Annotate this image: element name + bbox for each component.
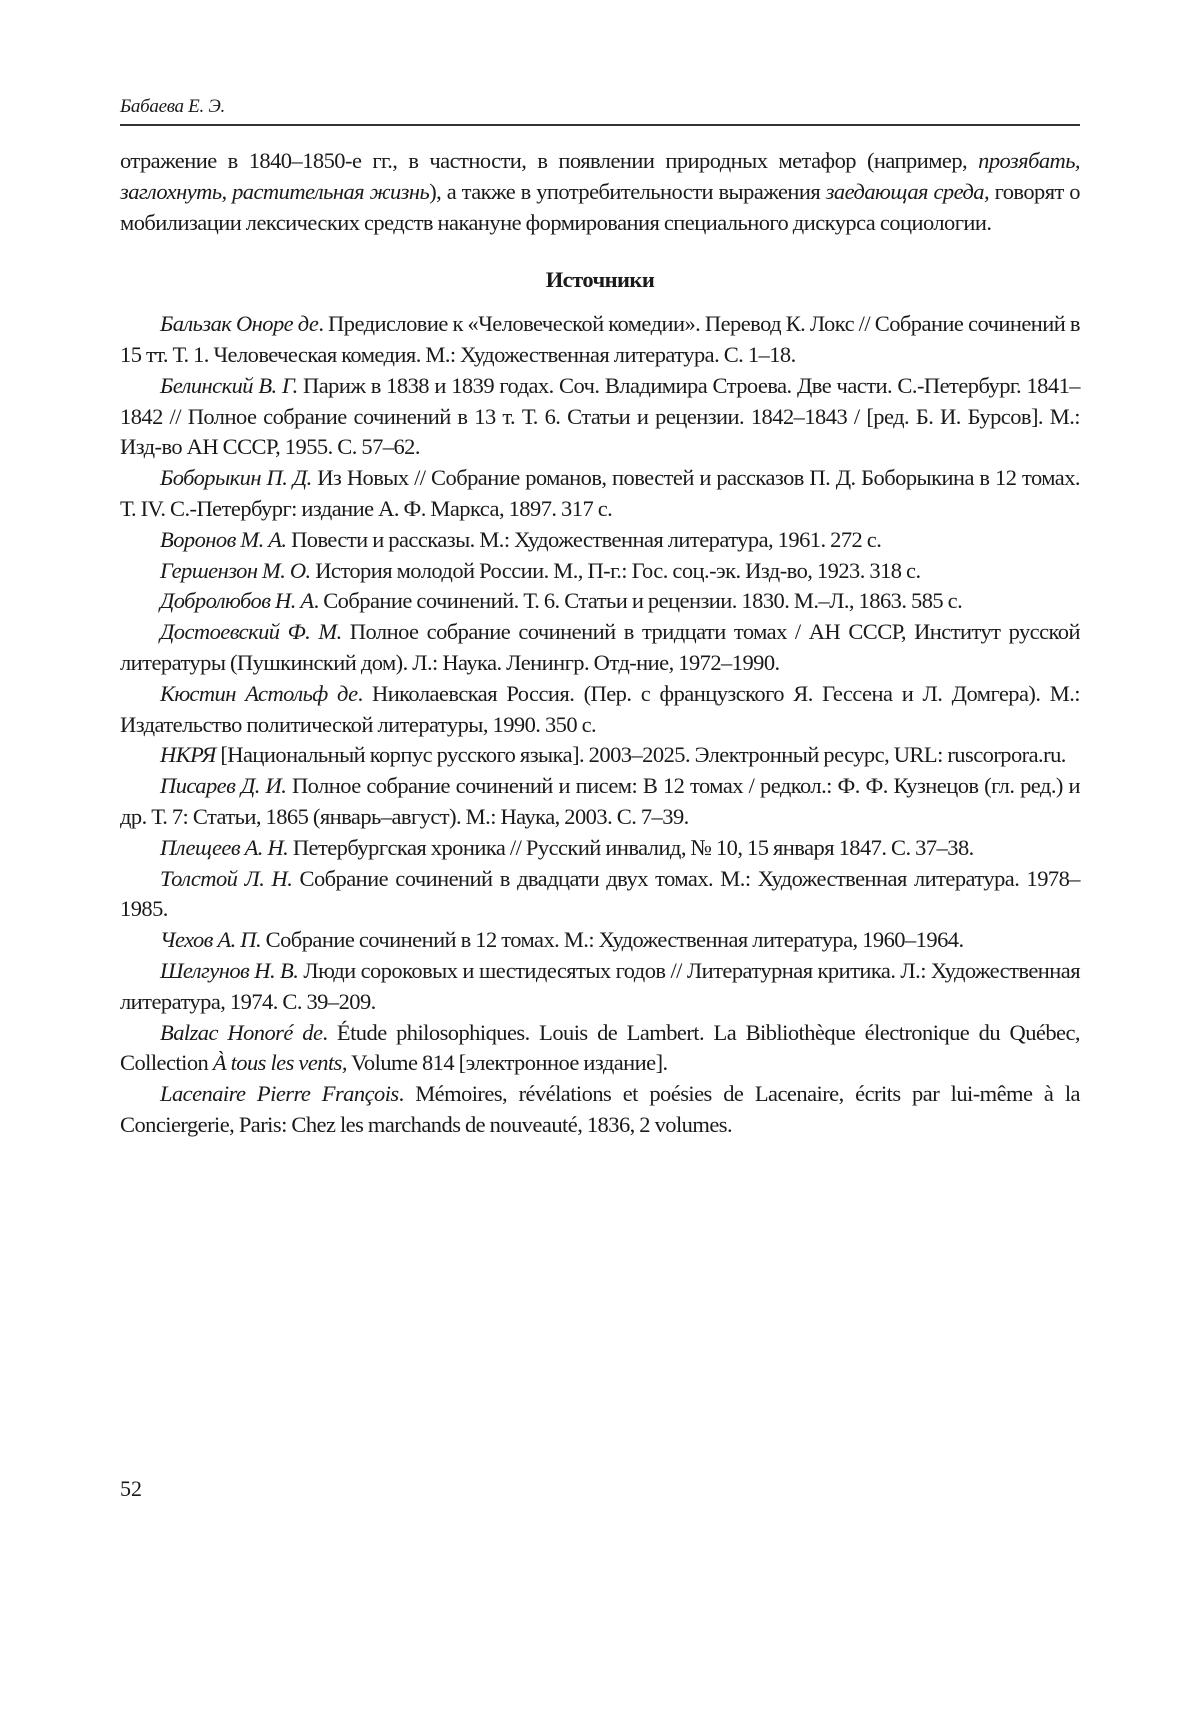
source-entry (120, 925, 1080, 956)
source-text: Полное собрание сочинений в тридцати томах / АН СССР, Институт русской литературы (Пушкинский дом). Л.: Наука. Ленингр. Отд-ние, 1972–1990. (120, 619, 1080, 675)
source-entry (120, 679, 1080, 741)
source-text: Петербургская хроника // Русский инвалид, № 10, 15 января 1847. С. 37–38. (288, 834, 974, 860)
header-rule (120, 124, 1080, 126)
source-entry (120, 556, 1080, 587)
source-author: Бальзак Оноре де (160, 311, 319, 337)
source-text: Полное собрание сочинений и писем: В 12 томах / редкол.: Ф. Ф. Кузнецов (гл. ред.) и др. Т. 7: Статьи, 1865 (январь–август). М.: Наука, 2003. С. 7–39. (120, 773, 1080, 829)
source-entry (120, 617, 1080, 679)
source-entry (120, 771, 1080, 833)
text: говорят о мобилизации лексических средств накануне формирования специального дискурса социологии. (120, 178, 1081, 235)
source-entry (120, 309, 1080, 371)
italic-text: заедающая среда, (825, 178, 990, 204)
source-text: Повести и рассказы. М.: Художественная литература, 1961. 272 с. (286, 526, 882, 552)
source-text: . Собрание сочинений. Т. 6. Статьи и рецензии. 1830. М.–Л., 1863. 585 с. (313, 588, 963, 614)
source-author: Писарев Д. И. (160, 773, 287, 799)
italic-text: прозябать, заглохнуть, растительная жизнь (120, 148, 1080, 204)
source-author: Кюстин Астольф де (160, 680, 358, 706)
source-author: Balzac Honoré de (160, 1019, 323, 1045)
source-text: Собрание сочинений в 12 томах. М.: Художественная литература, 1960–1964. (261, 927, 964, 953)
body-paragraph (120, 146, 1080, 238)
source-text: История молодой России. М., П-г.: Гос. соц.-эк. Изд-во, 1923. 318 с. (310, 557, 921, 583)
source-entry (120, 864, 1080, 926)
source-text: Париж в 1838 и 1839 годах. Соч. Владимира Строева. Две части. С.-Петербург. 1841–1842 // Полное собрание сочинений в 13 т. Т. 6. Статьи и рецензии. 1842–1843 / [ред. Б. И. Бурсов]. М.: Изд-во АН СССР, 1955. С. 57–62. (120, 372, 1080, 460)
source-author: Достоевский Ф. М. (160, 619, 342, 645)
source-author: Белинский В. Г. (160, 372, 298, 398)
source-text: . Предисловие к «Человеческой комедии». Перевод К. Локс // Собрание сочинений в 15 тт. Т. 1. Человеческая комедия. М.: Художественная литература. С. 1–18. (120, 311, 1080, 367)
page-number: 52 (120, 1476, 142, 1501)
source-text: Люди сороковых и шестидесятых годов // Литературная критика. Л.: Художественная литература, 1974. С. 39–209. (120, 957, 1080, 1014)
sources-list (120, 309, 1080, 1141)
source-text: Собрание сочинений в двадцати двух томах. М.: Художественная литература. 1978–1985. (120, 865, 1080, 922)
running-header: Бабаева Е. Э. (120, 96, 225, 117)
source-entry (120, 1018, 1080, 1080)
source-entry (120, 463, 1080, 525)
source-author: Гершензон М. О. (160, 557, 311, 583)
text: отражение в 1840–1850-е гг., в частности, в появлении природных метафор (например, (120, 148, 979, 173)
text: ), а также в употребительности выражения (429, 178, 826, 204)
source-entry (120, 371, 1080, 463)
source-text: [Национальный корпус русского языка]. 2003–2025. Электронный ресурс, URL: ruscorpora.ru. (215, 742, 1066, 768)
source-entry (120, 740, 1080, 771)
source-author: Шелгунов Н. В. (160, 957, 299, 983)
page-body (120, 146, 1080, 1141)
source-author: Боборыкин П. Д. (160, 465, 312, 491)
source-entry (120, 525, 1080, 556)
source-text: Volume 814 [электронное издание]. (346, 1050, 668, 1076)
source-text: . Étude philosophiques. Louis de Lambert. La Bibliothèque électronique du Québec, Collection (120, 1019, 1080, 1076)
source-author: НКРЯ (160, 742, 216, 768)
source-entry (120, 833, 1080, 864)
source-author: Плещеев А. Н. (160, 834, 289, 860)
source-entry (120, 586, 1080, 617)
source-author: Воронов М. А. (160, 526, 287, 552)
source-author: Чехов А. П. (160, 927, 262, 953)
source-italic-title: À tous les vents, (212, 1050, 347, 1076)
source-text: . Николаевская Россия. (Пер. с французского Я. Гессена и Л. Домгера). М.: Издательство политической литературы, 1990. 350 с. (120, 680, 1080, 737)
source-author: Толстой Л. Н. (160, 865, 293, 891)
sources-heading: Источники (545, 267, 655, 293)
source-author: Добролюбов Н. А (160, 588, 314, 614)
source-text: . Mémoires, révélations et poésies de Lacenaire, écrits par lui-même à la Conciergerie, Paris: Chez les marchands de nouveauté, 1836, 2 volumes. (120, 1081, 1080, 1137)
source-author: Lacenaire Pierre François (160, 1081, 399, 1107)
source-text: Из Новых // Собрание романов, повестей и рассказов П. Д. Боборыкина в 12 томах. Т. IV. С.-Петербург: издание А. Ф. Маркса, 1897. 317 с. (120, 465, 1081, 521)
source-entry (120, 1079, 1080, 1141)
source-entry (120, 956, 1080, 1018)
